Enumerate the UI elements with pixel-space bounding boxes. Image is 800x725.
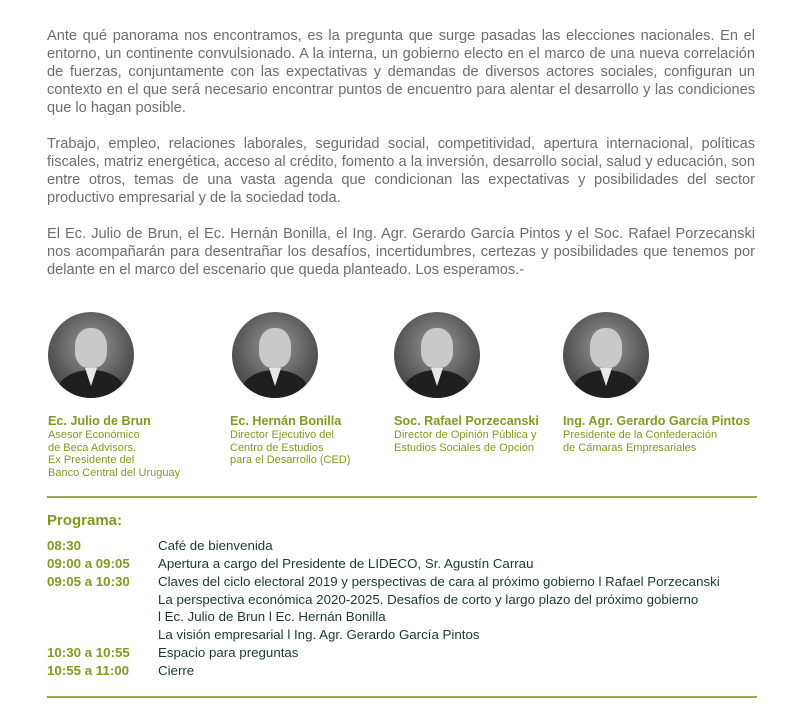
programa-description: La visión empresarial l Ing. Agr. Gerardo García Pintos xyxy=(158,627,480,642)
speaker-photo xyxy=(563,312,649,398)
programa-description: l Ec. Julio de Brun l Ec. Hernán Bonilla xyxy=(158,609,386,624)
programa-title: Programa: xyxy=(47,512,123,529)
programa-description: La perspectiva económica 2020-2025. Desafíos de corto y largo plazo del próximo gobierno xyxy=(158,592,699,607)
speaker-role: Director de Opinión Pública y Estudios Sociales de Opción xyxy=(394,429,537,454)
programa-description: Apertura a cargo del Presidente de LIDECO, Sr. Agustín Carrau xyxy=(158,556,534,571)
speaker-photo xyxy=(48,312,134,398)
speaker-card-garcia-pintos xyxy=(563,312,750,454)
speaker-card-porzecanski xyxy=(394,312,539,454)
programa-time: 08:30 xyxy=(47,538,82,553)
speaker-name: Ec. Julio de Brun xyxy=(48,414,151,428)
speaker-name: Ing. Agr. Gerardo García Pintos xyxy=(563,414,751,428)
speaker-role: Presidente de la Confederación de Cámaras Empresariales xyxy=(563,429,718,454)
programa-description: Café de bienvenida xyxy=(158,538,273,553)
programa-time: 09:00 a 09:05 xyxy=(47,556,130,571)
programa-description: Claves del ciclo electoral 2019 y perspectivas de cara al próximo gobierno l Rafael Porzecanski xyxy=(158,574,720,589)
programa-time: 09:05 a 10:30 xyxy=(47,574,130,589)
programa-description: Espacio para preguntas xyxy=(158,645,299,660)
programa-description: Cierre xyxy=(158,663,195,678)
intro-paragraph-2: Trabajo, empleo, relaciones laborales, seguridad social, competitividad, apertura internacional, políticas fiscales, matriz energética, acceso al crédito, fomento a la inversión, desarrollo social, salud y educación, son entre otros, temas de una vasta agenda que condicionan las expectativas y posibilidades del sector productivo empresarial y de la sociedad toda. xyxy=(47,136,755,206)
speaker-card-de-brun xyxy=(48,312,180,479)
programa-time: 10:55 a 11:00 xyxy=(47,663,130,678)
divider-top xyxy=(47,496,757,498)
speaker-photo xyxy=(232,312,318,398)
divider-bottom xyxy=(47,696,757,698)
speaker-card-bonilla xyxy=(230,312,350,467)
speaker-name: Ec. Hernán Bonilla xyxy=(230,414,342,428)
programa-time: 10:30 a 10:55 xyxy=(47,645,130,660)
speaker-role: Asesor Económico de Beca Advisors. Ex Presidente del Banco Central del Uruguay xyxy=(48,429,181,479)
intro-paragraph-3: El Ec. Julio de Brun, el Ec. Hernán Bonilla, el Ing. Agr. Gerardo García Pintos y el Soc. Rafael Porzecanski nos acompañarán para desentrañar los desafíos, incertidumbres, certezas y posibilidades que tenemos por delante en el marco del escenario que queda planteado. Los esperamos.- xyxy=(47,226,755,278)
intro-text xyxy=(47,27,755,297)
speaker-name: Soc. Rafael Porzecanski xyxy=(394,414,539,428)
speaker-photo xyxy=(394,312,480,398)
speaker-role: Director Ejecutivo del Centro de Estudios para el Desarrollo (CED) xyxy=(230,429,351,466)
intro-paragraph-1: Ante qué panorama nos encontramos, es la pregunta que surge pasadas las elecciones nacionales. En el entorno, un continente convulsionado. A la interna, un gobierno electo en el marco de una nueva correlación de fuerzas, conjuntamente con las expectativas y demandas de diversos actores sociales, configuran un contexto en el que será necesario encontrar puntos de encuentro para alentar el desarrollo y las condiciones que lo hagan posible. xyxy=(47,28,755,116)
